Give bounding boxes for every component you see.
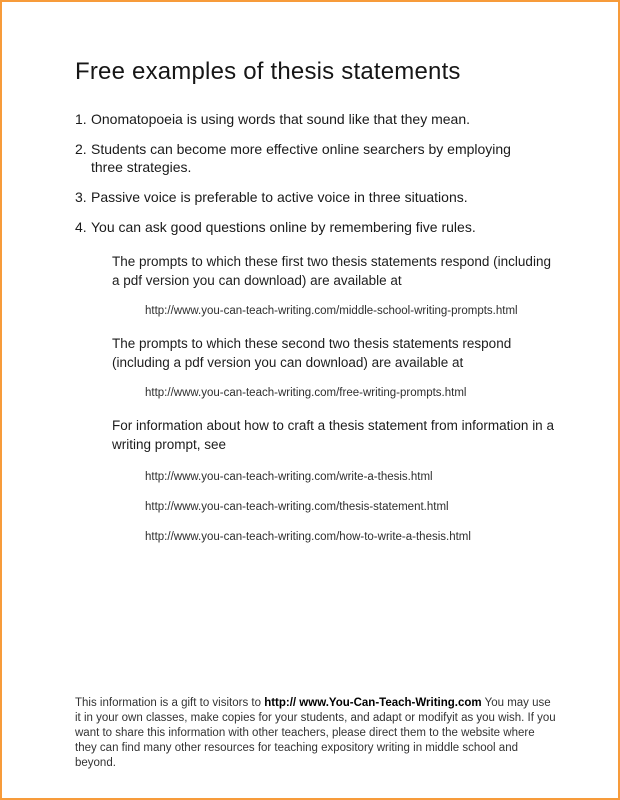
footer-site-name: http:// www.You-Can-Teach-Writing.com <box>264 697 482 709</box>
document-page <box>2 2 618 771</box>
footer-text-pre: This information is a gift to visitors to <box>75 697 265 709</box>
thesis-list <box>75 110 562 236</box>
section-paragraph: For information about how to craft a thesis statement from information in a writing prompt, see <box>112 418 554 452</box>
list-text: Passive voice is preferable to active voice in three situations. <box>91 189 468 205</box>
list-item <box>75 188 562 206</box>
prompts-section-second <box>75 334 562 400</box>
url-link[interactable]: http://www.you-can-teach-writing.com/free-writing-prompts.html <box>145 387 467 399</box>
list-item <box>75 218 562 236</box>
craft-thesis-section <box>75 416 562 544</box>
url-group <box>75 470 562 544</box>
url-link[interactable]: http://www.you-can-teach-writing.com/how-to-write-a-thesis.html <box>145 531 471 543</box>
url-link[interactable]: http://www.you-can-teach-writing.com/write-a-thesis.html <box>145 471 433 483</box>
page-title: Free examples of thesis statements <box>75 58 461 85</box>
list-number: 3. <box>75 189 87 205</box>
section-paragraph: The prompts to which these first two thesis statements respond (including a pdf version you can download) are available at <box>112 254 551 288</box>
list-text: Onomatopoeia is using words that sound like that they mean. <box>91 111 470 127</box>
list-number: 4. <box>75 219 87 235</box>
url-link[interactable]: http://www.you-can-teach-writing.com/middle-school-writing-prompts.html <box>145 305 518 317</box>
url-link[interactable]: http://www.you-can-teach-writing.com/thesis-statement.html <box>145 501 449 513</box>
footer-text-post: You may use it in your own classes, make copies for your students, and adapt or modifyit as you wish. If you want to share this information with other teachers, please direct them to the website where they can find many other resources for teaching expository writing in middle school and beyond. <box>75 697 556 769</box>
list-number: 1. <box>75 111 87 127</box>
section-paragraph: The prompts to which these second two thesis statements respond (including a pdf version you can download) are available at <box>112 336 512 370</box>
list-text: You can ask good questions online by remembering five rules. <box>91 219 476 235</box>
list-item <box>75 140 562 176</box>
footer-note <box>75 696 557 771</box>
list-text: Students can become more effective online searchers by employing three strategies. <box>91 141 511 175</box>
list-item <box>75 110 562 128</box>
prompts-section-first <box>75 252 562 318</box>
list-number: 2. <box>75 141 87 157</box>
